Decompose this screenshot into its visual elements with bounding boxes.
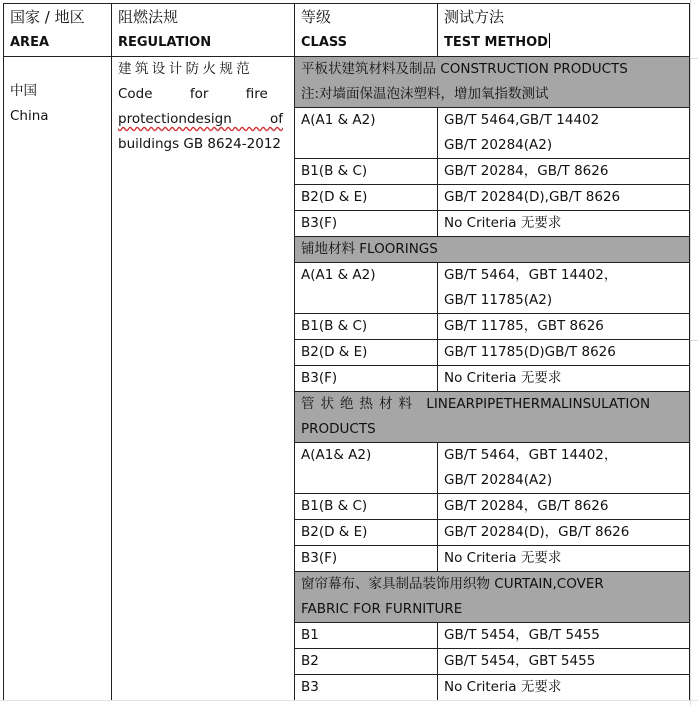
- category-cell: [295, 392, 690, 443]
- method-cell: GB/T 20284，GB/T 8626: [438, 159, 690, 185]
- method-cell: GB/T 11785(D)GB/T 8626: [438, 340, 690, 366]
- regulation-en-line2: protectiondesign of: [118, 111, 284, 127]
- method-line: GB/T 5464，GBT 14402，: [444, 267, 618, 283]
- category-title: 窗帘幕布、家具制品装饰用织物 CURTAIN,COVER: [301, 576, 604, 592]
- header-method-cell: [438, 4, 690, 57]
- class-cell: B3(F): [295, 366, 438, 392]
- class-cell: B3(F): [295, 546, 438, 572]
- method-line: GB/T 11785(A2): [444, 292, 553, 308]
- category-title-line2: PRODUCTS: [301, 421, 376, 437]
- header-area-zh: 国家 / 地区: [10, 8, 85, 26]
- method-cell: GB/T 5454，GB/T 5455: [438, 623, 690, 649]
- class-cell: B1(B & C): [295, 494, 438, 520]
- class-cell: A(A1 & A2): [295, 108, 438, 159]
- regulation-en-line1: Code for fire: [118, 86, 268, 102]
- header-class-en: CLASS: [301, 35, 348, 50]
- method-cell: GB/T 20284(D)，GB/T 8626: [438, 520, 690, 546]
- page-margin-line: [690, 0, 691, 705]
- class-cell: B2: [295, 649, 438, 675]
- category-row: [4, 57, 690, 108]
- area-en: China: [10, 108, 49, 124]
- method-line: GB/T 20284(A2): [444, 137, 553, 153]
- header-method-en-text: TEST METHOD: [444, 35, 548, 50]
- header-regulation-cell: [112, 4, 295, 57]
- method-cell: [438, 443, 690, 494]
- header-method-zh: 测试方法: [444, 8, 505, 26]
- method-cell: No Criteria 无要求: [438, 211, 690, 237]
- category-note: 注:对墙面保温泡沫塑料，增加氧指数测试: [301, 86, 549, 102]
- margin-tick: [690, 58, 698, 59]
- method-cell: GB/T 5454，GBT 5455: [438, 649, 690, 675]
- class-cell: B1(B & C): [295, 314, 438, 340]
- header-regulation-en: REGULATION: [118, 35, 212, 50]
- class-cell: B1(B & C): [295, 159, 438, 185]
- page-bottom-line: [0, 700, 698, 701]
- method-line: GB/T 20284(A2): [444, 472, 553, 488]
- header-row: [4, 4, 690, 57]
- category-title: 管状绝热材料 LINEARPIPETHERMALINSULATION: [301, 396, 651, 412]
- category-cell: [295, 572, 690, 623]
- header-class-cell: [295, 4, 438, 57]
- regulation-en-line3: buildings GB 8624-2012: [118, 136, 281, 152]
- class-cell: B1: [295, 623, 438, 649]
- header-area-cell: [4, 4, 112, 57]
- class-cell: B2(D & E): [295, 185, 438, 211]
- method-cell: No Criteria 无要求: [438, 366, 690, 392]
- category-cell: 铺地材料 FLOORINGS: [295, 237, 690, 263]
- method-cell: GB/T 20284，GB/T 8626: [438, 494, 690, 520]
- class-cell: B3(F): [295, 211, 438, 237]
- header-area-en: AREA: [10, 35, 50, 50]
- regulation-cell: [112, 57, 295, 701]
- category-cell: [295, 57, 690, 108]
- header-regulation-zh: 阻燃法规: [118, 8, 179, 26]
- method-cell: GB/T 20284(D),GB/T 8626: [438, 185, 690, 211]
- margin-tick: [690, 340, 698, 341]
- method-cell: [438, 108, 690, 159]
- fire-regulation-table: [3, 3, 690, 701]
- category-title-line2: FABRIC FOR FURNITURE: [301, 601, 463, 617]
- method-line: GB/T 5464，GBT 14402，: [444, 447, 618, 463]
- method-line: GB/T 5464,GB/T 14402: [444, 112, 600, 128]
- header-method-en: [444, 30, 683, 55]
- class-cell: B3: [295, 675, 438, 701]
- class-cell: B2(D & E): [295, 520, 438, 546]
- header-class-zh: 等级: [301, 8, 332, 26]
- class-cell: B2(D & E): [295, 340, 438, 366]
- text-cursor: [549, 33, 550, 48]
- category-title: 平板状建筑材料及制品 CONSTRUCTION PRODUCTS: [301, 61, 628, 77]
- class-cell: A(A1& A2): [295, 443, 438, 494]
- method-cell: No Criteria 无要求: [438, 675, 690, 701]
- method-cell: GB/T 11785，GBT 8626: [438, 314, 690, 340]
- regulation-zh: 建筑设计防火规范: [118, 61, 254, 77]
- method-cell: [438, 263, 690, 314]
- area-zh: 中国: [10, 83, 37, 99]
- method-cell: No Criteria 无要求: [438, 546, 690, 572]
- category-title-en: LINEARPIPETHERMALINSULATION: [426, 396, 651, 412]
- area-cell: [4, 57, 112, 701]
- class-cell: A(A1 & A2): [295, 263, 438, 314]
